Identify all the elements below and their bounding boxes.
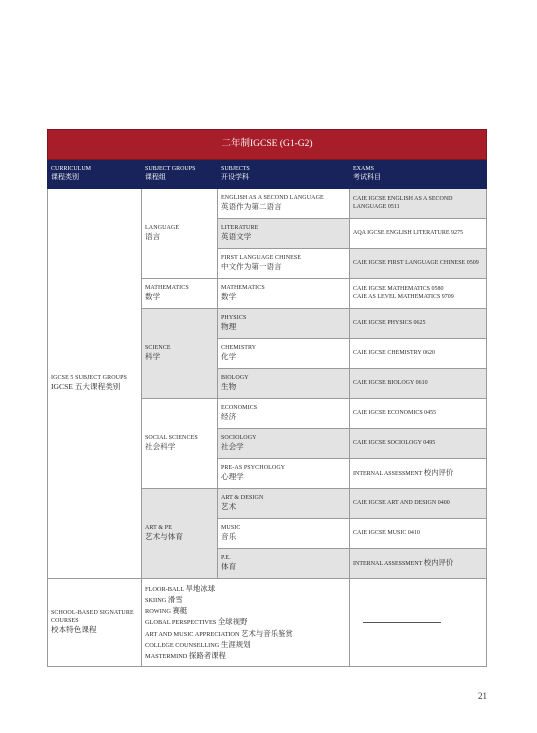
table-row — [48, 189, 487, 219]
exam-cell: INTERNAL ASSESSMENT 校内评价 — [350, 459, 487, 489]
exam-cell: CAIE IGCSE MUSIC 0410 — [350, 519, 487, 549]
school-based-exam-cell — [350, 579, 487, 667]
header-curriculum: CURRICULUM 课程类别 — [48, 160, 142, 189]
table-header-row — [48, 160, 487, 189]
subject-cell: MATHEMATICS 数学 — [218, 279, 350, 309]
school-based-label: SCHOOL-BASED SIGNATURE COURSES 校本特色课程 — [48, 579, 142, 667]
subject-cell: BIOLOGY 生物 — [218, 369, 350, 399]
group-language: LANGUAGE 语言 — [142, 189, 218, 279]
subject-cell: PRE-AS PSYCHOLOGY 心理学 — [218, 459, 350, 489]
list-item: SKIING 滑雪 — [145, 595, 183, 605]
header-exams: EXAMS 考试科目 — [350, 160, 487, 189]
table-title-row — [48, 130, 487, 160]
exam-cell: CAIE IGCSE ART AND DESIGN 0400 — [350, 489, 487, 519]
page-number: 21 — [478, 691, 487, 701]
exam-cell: CAIE IGCSE SOCIOLOGY 0495 — [350, 429, 487, 459]
subject-cell: ENGLISH AS A SECOND LANGUAGE 英语作为第二语言 — [218, 189, 350, 219]
list-item: MASTERMIND 探路者课程 — [145, 650, 226, 660]
subject-cell: LITERATURE 英语文学 — [218, 219, 350, 249]
group-social-sciences: SOCIAL SCIENCES 社会科学 — [142, 399, 218, 489]
exam-cell: AQA IGCSE ENGLISH LITERATURE 9275 — [350, 219, 487, 249]
group-art-pe: ART & PE 艺术与体育 — [142, 489, 218, 579]
curriculum-cell: IGCSE 5 SUBJECT GROUPS IGCSE 五大课程类别 — [48, 189, 142, 579]
table-title: 二年制IGCSE (G1-G2) — [48, 130, 487, 160]
school-based-row — [48, 579, 487, 667]
group-science: SCIENCE 科学 — [142, 309, 218, 399]
exam-cell: CAIE IGCSE PHYSICS 0625 — [350, 309, 487, 339]
subject-cell: MUSIC 音乐 — [218, 519, 350, 549]
blank-line — [363, 622, 441, 623]
list-item: ART AND MUSIC APPRECIATION 艺术与音乐鉴赏 — [145, 628, 293, 638]
curriculum-table-wrapper — [47, 129, 486, 667]
subject-cell: PHYSICS 物理 — [218, 309, 350, 339]
subject-cell: P.E. 体育 — [218, 549, 350, 579]
signature-course-list — [142, 579, 350, 667]
list-item: COLLEGE COUNSELLING 生涯规划 — [145, 639, 251, 649]
subject-cell: ECONOMICS 经济 — [218, 399, 350, 429]
header-subjects: SUBJECTS 开设学科 — [218, 160, 350, 189]
exam-cell: CAIE IGCSE CHEMISTRY 0620 — [350, 339, 487, 369]
subject-cell: CHEMISTRY 化学 — [218, 339, 350, 369]
subject-cell: SOCIOLOGY 社会学 — [218, 429, 350, 459]
exam-cell: CAIE IGCSE ECONOMICS 0455 — [350, 399, 487, 429]
subject-cell: FIRST LANGUAGE CHINESE 中文作为第一语言 — [218, 249, 350, 279]
group-mathematics: MATHEMATICS 数学 — [142, 279, 218, 309]
exam-cell: CAIE IGCSE ENGLISH AS A SECOND LANGUAGE 0511 — [350, 189, 487, 219]
subject-cell: ART & DESIGN 艺术 — [218, 489, 350, 519]
exam-cell: CAIE IGCSE FIRST LANGUAGE CHINESE 0509 — [350, 249, 487, 279]
list-item: FLOOR-BALL 旱地冰球 — [145, 583, 216, 593]
exam-cell: INTERNAL ASSESSMENT 校内评价 — [350, 549, 487, 579]
exam-cell: CAIE IGCSE BIOLOGY 0610 — [350, 369, 487, 399]
header-subject-groups: SUBJECT GROUPS 课程组 — [142, 160, 218, 189]
curriculum-table — [47, 129, 487, 667]
list-item: ROWING 赛艇 — [145, 606, 188, 616]
list-item: GLOBAL PERSPECTIVES 全球视野 — [145, 617, 248, 627]
exam-cell: CAIE IGCSE MATHEMATICS 0580 CAIE AS LEVEL MATHEMATICS 9709 — [350, 279, 487, 309]
